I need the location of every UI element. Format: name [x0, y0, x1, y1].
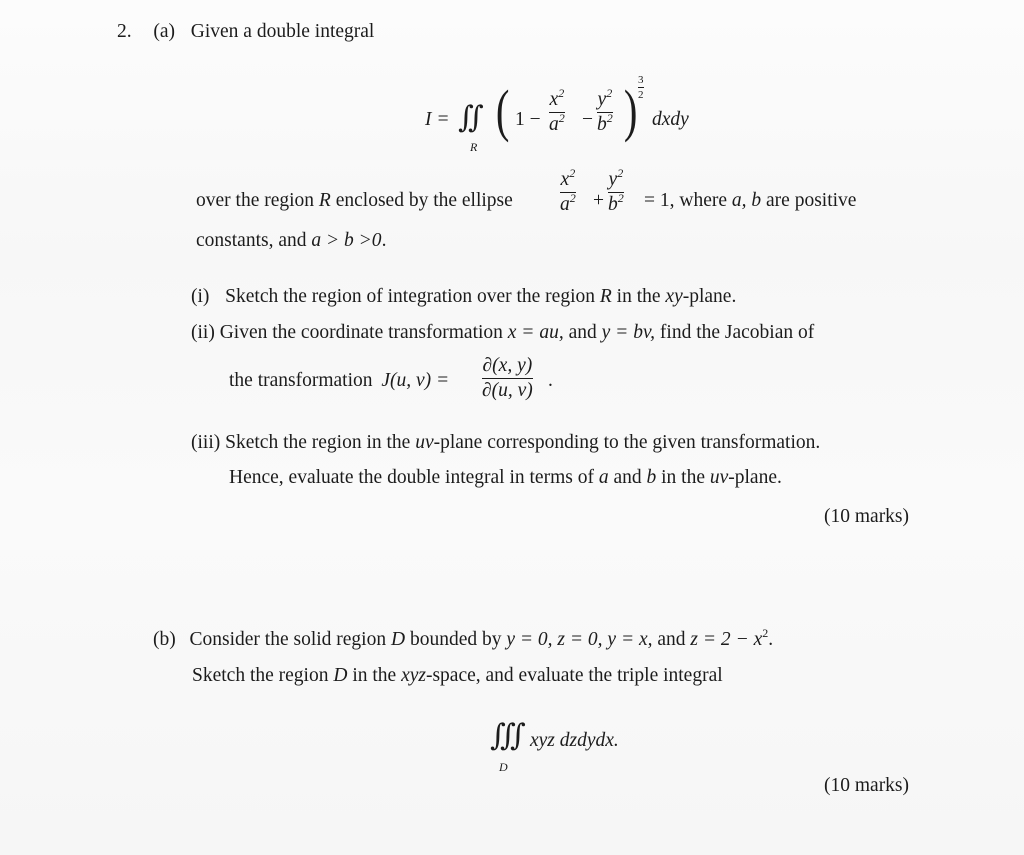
question-header [117, 22, 374, 42]
b-denominator: b [597, 113, 607, 135]
part-b-marks: (10 marks) [824, 775, 910, 796]
part-a-label: (a) [153, 21, 176, 42]
part-b-line-1: (b) Consider the solid region D bounded by y = 0, z = 0, y = x, and $z = 2 - x^2$. [153, 626, 774, 650]
x-numerator: x [549, 89, 559, 110]
close-paren: ) [623, 78, 638, 143]
y-over-b-fraction: $y^2$ $b^2$ [597, 86, 613, 135]
region-condition-text: over the region R enclosed by the ellipse [196, 190, 513, 211]
triple-integral-region: D [499, 760, 508, 774]
ellipse-x-fraction: $x^2$ $a^2$ [560, 166, 576, 215]
one-minus: 1 − [515, 109, 541, 130]
exam-page: 2. (a) Given a double integral I = ∬ R ( 1 − $x^2$ $a^2$ − $y^2$ $b^2$ ) 3 2 dxdy over the region R enclosed by the ellipse $x^2$ $a^2$ + $y^2$ $b^2$ = 1, where a, b are positive constants, and a > b >0. (i) Sketch the region of integration over the region R in the xy-plane. (ii) Given the coordinate transformation x = au, and y = bv, find the Jacobian of the transformation J(u, v) = ∂(x, y) ∂(u, v) . (iii) Sketch the region in the uv-plane corresponding to the given transformation. Hence, evaluate the double integral in terms of a and b in the uv-plane. (10 marks) (b) Consider the solid region D bounded by y = 0, z = 0, y = x, and $z = 2 - x^2$. Sketch the region D in the xyz-space, and evaluate the triple integral ∭ D xyz dzdydx. (10 marks) [0, 0, 1024, 855]
item-i: (i) Sketch the region of integration over the region R in the xy-plane. [191, 286, 737, 307]
part-b-line-2: Sketch the region D in the xyz-space, and evaluate the triple integral [192, 665, 723, 686]
integral-lhs: I = [425, 109, 450, 130]
exponent-three-halves: 3 2 [638, 74, 644, 101]
y-numerator: y [597, 89, 607, 110]
part-a-intro: Given a double integral [190, 21, 375, 42]
double-integral-sign: ∬ [458, 101, 475, 134]
integral-differential: dxdy [652, 109, 689, 130]
ellipse-rhs-text: = 1, where a, b are positive [644, 190, 857, 211]
triple-integral-body: xyz dzdydx. [530, 730, 619, 751]
item-iii: (iii) Sketch the region in the uv-plane corresponding to the given transformation. [191, 432, 821, 453]
constants-text: constants, and a > b >0. [196, 230, 387, 251]
part-a-marks: (10 marks) [824, 506, 910, 527]
minus-sign: − [582, 109, 593, 130]
item-iii-continuation: Hence, evaluate the double integral in terms of a and b in the uv-plane. [229, 467, 782, 488]
x-over-a-fraction: $x^2$ $a^2$ [549, 86, 565, 135]
item-ii-label: (ii) [191, 322, 215, 343]
item-iii-label: (iii) [191, 432, 221, 453]
integral-region: R [470, 140, 478, 154]
inequality: a > b >0 [311, 230, 382, 251]
a-denominator: a [549, 113, 559, 135]
triple-integral-sign: ∭ [490, 719, 517, 752]
question-number: 2. [117, 21, 132, 42]
item-i-label: (i) [191, 286, 210, 307]
triple-integral [490, 718, 690, 778]
ellipse-y-fraction: $y^2$ $b^2$ [608, 166, 624, 215]
item-ii: (ii) Given the coordinate transformation x = au, and y = bv, find the Jacobian of [191, 322, 815, 343]
open-paren: ( [495, 78, 510, 143]
part-b-label: (b) [153, 629, 176, 650]
jacobian-text: the transformation J(u, v) = [229, 370, 450, 391]
jacobian-fraction: ∂(x, y) ∂(u, v) [482, 355, 533, 401]
